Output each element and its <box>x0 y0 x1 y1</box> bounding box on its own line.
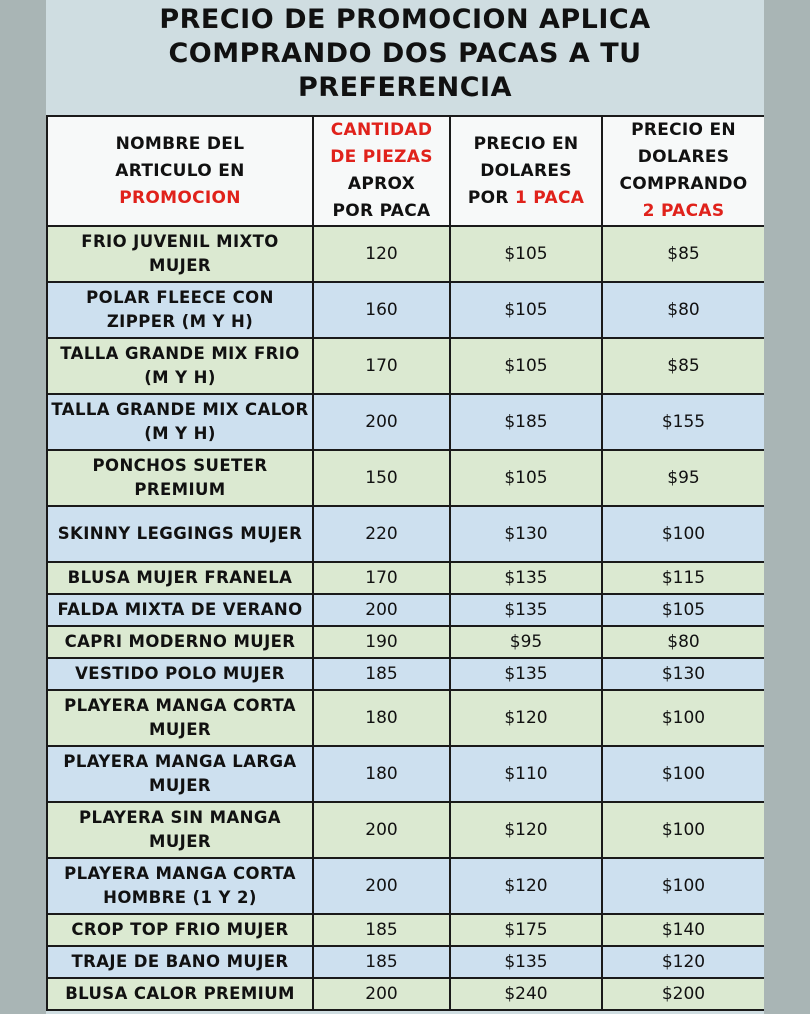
item-name: CAPRI MODERNO MUJER <box>47 626 313 658</box>
table-row <box>47 394 764 450</box>
item-name: TRAJE DE BANO MUJER <box>47 946 313 978</box>
table-row <box>47 338 764 394</box>
item-price-one: $95 <box>450 626 602 658</box>
item-name: TALLA GRANDE MIX FRIO (M Y H) <box>47 338 313 394</box>
item-name: BLUSA CALOR PREMIUM <box>47 978 313 1010</box>
item-quantity: 185 <box>313 914 450 946</box>
item-price-one: $185 <box>450 394 602 450</box>
table-row <box>47 858 764 914</box>
item-name: FRIO JUVENIL MIXTO MUJER <box>47 226 313 282</box>
item-price-two: $200 <box>602 978 764 1010</box>
table-row <box>47 562 764 594</box>
item-price-two: $130 <box>602 658 764 690</box>
header-text: DOLARES <box>637 147 730 167</box>
item-quantity: 200 <box>313 978 450 1010</box>
table-row <box>47 746 764 802</box>
item-price-two: $100 <box>602 746 764 802</box>
item-price-two: $100 <box>602 506 764 562</box>
item-price-one: $105 <box>450 226 602 282</box>
header-text-highlight: 1 PACA <box>514 187 585 208</box>
item-price-one: $120 <box>450 690 602 746</box>
item-quantity: 150 <box>313 450 450 506</box>
item-quantity: 200 <box>313 594 450 626</box>
item-price-one: $110 <box>450 746 602 802</box>
table-row <box>47 450 764 506</box>
header-text: COMPRANDO <box>619 174 748 194</box>
item-price-one: $135 <box>450 562 602 594</box>
item-price-one: $105 <box>450 282 602 338</box>
item-name: VESTIDO POLO MUJER <box>47 658 313 690</box>
item-price-two: $80 <box>602 626 764 658</box>
item-price-two: $115 <box>602 562 764 594</box>
header-text-highlight: PROMOCION <box>119 187 241 208</box>
header-quantity <box>313 116 450 226</box>
item-quantity: 200 <box>313 802 450 858</box>
table-row <box>47 914 764 946</box>
item-price-two: $85 <box>602 338 764 394</box>
item-quantity: 160 <box>313 282 450 338</box>
header-price-one-bale <box>450 116 602 226</box>
item-quantity: 170 <box>313 562 450 594</box>
header-text-highlight: 2 PACAS <box>642 201 725 221</box>
table-row <box>47 946 764 978</box>
header-item-name <box>47 116 313 226</box>
table-header-row <box>47 116 764 226</box>
item-price-one: $135 <box>450 594 602 626</box>
price-sheet <box>46 0 764 1014</box>
item-price-two: $120 <box>602 946 764 978</box>
item-name: PLAYERA MANGA CORTA MUJER <box>47 690 313 746</box>
item-price-two: $95 <box>602 450 764 506</box>
item-quantity: 185 <box>313 658 450 690</box>
item-name: POLAR FLEECE CON ZIPPER (M Y H) <box>47 282 313 338</box>
item-name: PLAYERA SIN MANGA MUJER <box>47 802 313 858</box>
item-name: CROP TOP FRIO MUJER <box>47 914 313 946</box>
item-price-one: $135 <box>450 658 602 690</box>
header-text-highlight: DE PIEZAS <box>330 147 433 167</box>
item-name: SKINNY LEGGINGS MUJER <box>47 506 313 562</box>
item-quantity: 200 <box>313 394 450 450</box>
table-row <box>47 802 764 858</box>
item-price-two: $100 <box>602 858 764 914</box>
item-price-two: $80 <box>602 282 764 338</box>
item-quantity: 180 <box>313 690 450 746</box>
price-table <box>46 115 764 1011</box>
item-quantity: 170 <box>313 338 450 394</box>
item-quantity: 190 <box>313 626 450 658</box>
header-text: PRECIO EN <box>631 120 736 140</box>
item-price-two: $140 <box>602 914 764 946</box>
header-text <box>453 185 599 212</box>
item-price-two: $105 <box>602 594 764 626</box>
header-text: POR PACA <box>332 201 431 221</box>
header-text: NOMBRE DEL <box>115 133 245 154</box>
title-line-1: PRECIO DE PROMOCION APLICA <box>159 4 651 35</box>
header-text: APROX <box>347 174 416 194</box>
item-price-one: $130 <box>450 506 602 562</box>
item-price-one: $105 <box>450 338 602 394</box>
item-price-two: $85 <box>602 226 764 282</box>
table-row <box>47 226 764 282</box>
table-row <box>47 690 764 746</box>
item-price-two: $100 <box>602 690 764 746</box>
item-price-one: $135 <box>450 946 602 978</box>
item-quantity: 185 <box>313 946 450 978</box>
item-name: TALLA GRANDE MIX CALOR (M Y H) <box>47 394 313 450</box>
title-line-3: PREFERENCIA <box>298 72 512 103</box>
item-quantity: 120 <box>313 226 450 282</box>
table-row <box>47 978 764 1010</box>
item-name: FALDA MIXTA DE VERANO <box>47 594 313 626</box>
item-name: PLAYERA MANGA CORTA HOMBRE (1 Y 2) <box>47 858 313 914</box>
table-row <box>47 626 764 658</box>
item-price-two: $100 <box>602 802 764 858</box>
item-price-one: $120 <box>450 858 602 914</box>
item-price-one: $240 <box>450 978 602 1010</box>
table-row <box>47 282 764 338</box>
item-name: PLAYERA MANGA LARGA MUJER <box>47 746 313 802</box>
item-price-one: $105 <box>450 450 602 506</box>
header-text: DOLARES <box>480 160 572 181</box>
item-name: PONCHOS SUETER PREMIUM <box>47 450 313 506</box>
item-price-two: $155 <box>602 394 764 450</box>
header-text: ARTICULO EN <box>115 160 245 181</box>
table-row <box>47 506 764 562</box>
header-price-two-bales <box>602 116 764 226</box>
item-price-one: $175 <box>450 914 602 946</box>
item-quantity: 200 <box>313 858 450 914</box>
item-price-one: $120 <box>450 802 602 858</box>
table-row <box>47 658 764 690</box>
table-row <box>47 594 764 626</box>
title-line-2: COMPRANDO DOS PACAS A TU <box>168 38 642 69</box>
page-title <box>46 0 764 115</box>
header-text-highlight: CANTIDAD <box>330 120 433 140</box>
item-name: BLUSA MUJER FRANELA <box>47 562 313 594</box>
header-text: PRECIO EN <box>473 133 579 154</box>
item-quantity: 180 <box>313 746 450 802</box>
header-text: POR <box>467 187 515 208</box>
item-quantity: 220 <box>313 506 450 562</box>
